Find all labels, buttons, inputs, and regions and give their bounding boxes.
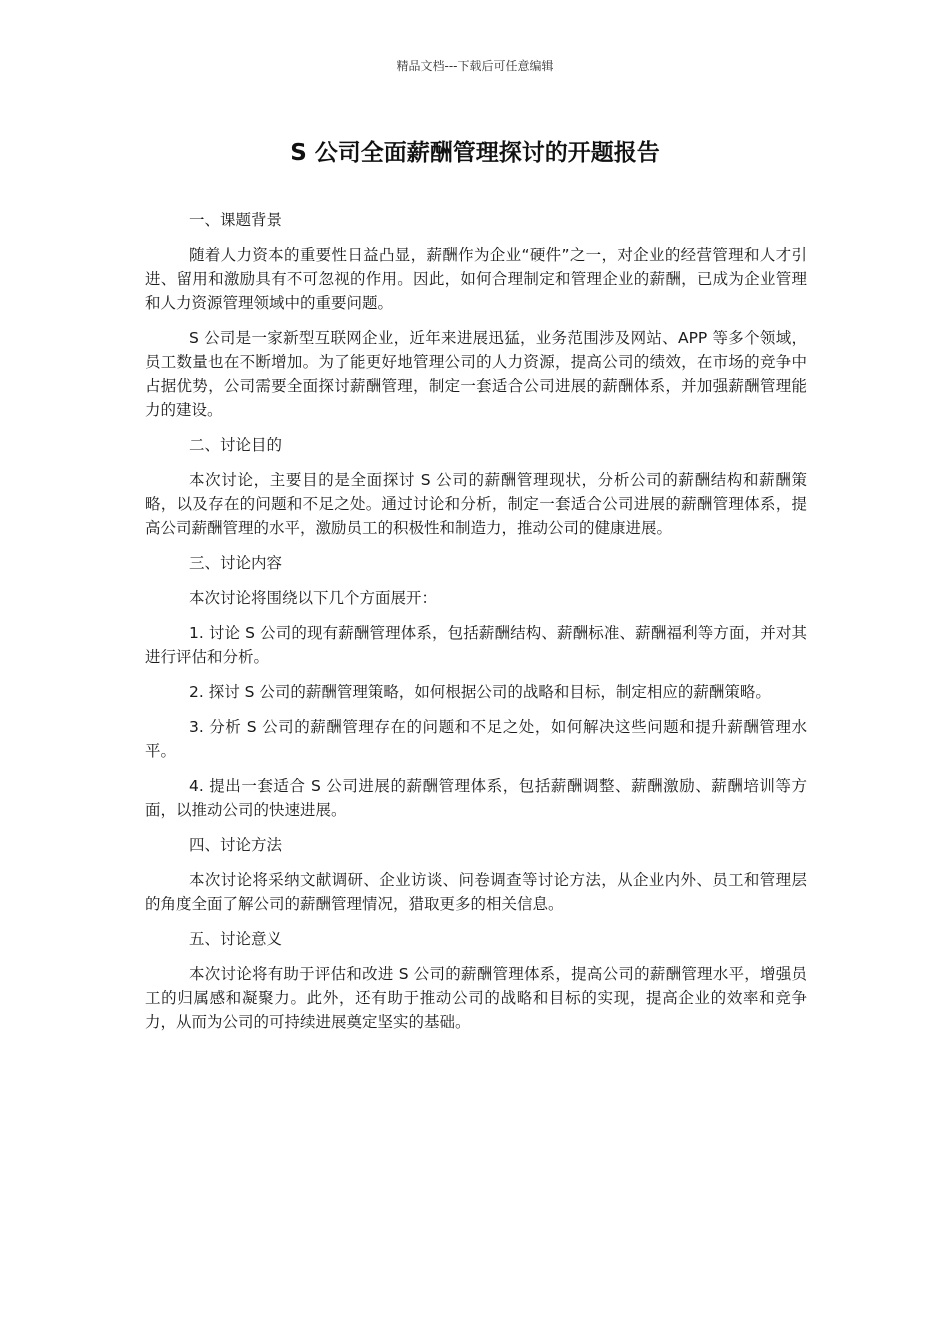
page-header: 精品文档---下载后可任意编辑 [396,59,554,73]
section-heading: 四、讨论方法 [189,836,283,854]
section-significance [145,927,807,1034]
section-content [145,551,807,822]
paragraph: S 公司是一家新型互联网企业，近年来进展迅猛，业务范围涉及网站、APP 等多个领域，员工数量也在不断增加。为了能更好地管理公司的人力资源，提高公司的绩效，在市场的竞争中占据优势，公司需要全面探讨薪酬管理，制定一套适合公司进展的薪酬体系，并加强薪酬管理能力的建设。 [145,329,807,419]
list-item: 4. 提出一套适合 S 公司进展的薪酬管理体系，包括薪酬调整、薪酬激励、薪酬培训等方面，以推动公司的快速进展。 [145,777,807,819]
section-background [145,208,807,422]
list-item: 1. 讨论 S 公司的现有薪酬管理体系，包括薪酬结构、薪酬标准、薪酬福利等方面，并对其进行评估和分析。 [145,624,807,666]
document-body [145,208,807,1045]
document-title: S 公司全面薪酬管理探讨的开题报告 [290,140,660,166]
list-item: 3. 分析 S 公司的薪酬管理存在的问题和不足之处，如何解决这些问题和提升薪酬管理水平。 [145,718,807,760]
paragraph: 本次讨论将围绕以下几个方面展开： [189,589,438,607]
list-item: 2. 探讨 S 公司的薪酬管理策略，如何根据公司的战略和目标，制定相应的薪酬策略。 [189,683,771,701]
paragraph: 随着人力资本的重要性日益凸显，薪酬作为企业“硬件”之一，对企业的经营管理和人才引进、留用和激励具有不可忽视的作用。因此，如何合理制定和管理企业的薪酬，已成为企业管理和人力资源管理领域中的重要问题。 [145,246,807,312]
paragraph: 本次讨论将采纳文献调研、企业访谈、问卷调查等讨论方法，从企业内外、员工和管理层的角度全面了解公司的薪酬管理情况，猎取更多的相关信息。 [145,871,807,913]
section-heading: 二、讨论目的 [189,436,283,454]
paragraph: 本次讨论将有助于评估和改进 S 公司的薪酬管理体系，提高公司的薪酬管理水平，增强员工的归属感和凝聚力。此外，还有助于推动公司的战略和目标的实现，提高企业的效率和竞争力，从而为公司的可持续进展奠定坚实的基础。 [145,965,807,1031]
section-heading: 一、课题背景 [189,211,283,229]
section-method [145,833,807,916]
section-heading: 五、讨论意义 [189,930,283,948]
section-heading: 三、讨论内容 [189,554,283,572]
paragraph: 本次讨论，主要目的是全面探讨 S 公司的薪酬管理现状，分析公司的薪酬结构和薪酬策略，以及存在的问题和不足之处。通过讨论和分析，制定一套适合公司进展的薪酬管理体系，提高公司薪酬管理的水平，激励员工的积极性和制造力，推动公司的健康进展。 [145,471,807,537]
section-purpose [145,433,807,540]
